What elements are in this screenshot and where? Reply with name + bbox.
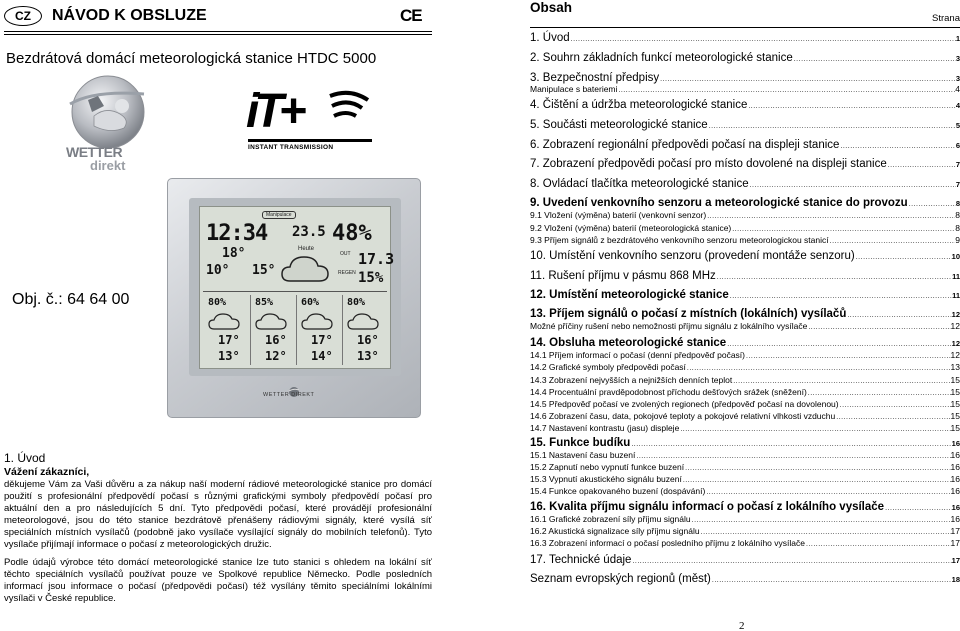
toc-entry-page: 4 <box>955 101 960 110</box>
radio-waves-icon <box>328 86 378 138</box>
toc-leader-dots <box>745 353 951 360</box>
toc-entry-title: 14.5 Předpověď počasí ve zvolených regionech (předpověď počasí na dovolenou) <box>530 399 839 409</box>
toc-entry-title: 7. Zobrazení předpovědi počasí pro místo dovolené na displeji stanice <box>530 158 887 170</box>
toc-entry-page: 3 <box>955 74 960 83</box>
lcd-temp-2: 10° <box>206 263 230 278</box>
toc-entry <box>530 32 960 44</box>
toc-entry-title: 11. Rušení příjmu v pásmu 868 MHz <box>530 270 716 282</box>
toc-entry <box>530 450 960 460</box>
toc-leader-dots <box>729 293 952 300</box>
toc-entry-title: 14.6 Zobrazení času, data, pokojové teploty a pokojové relativní vlhkosti vzduchu <box>530 411 836 421</box>
toc-entry-page: 12 <box>950 321 960 331</box>
lcd-day-high: 16° <box>357 333 379 347</box>
toc-entry-title: 9.3 Příjem signálů z bezdrátového venkovního senzoru meteorologickou stanicí <box>530 235 829 245</box>
lcd-temp-1: 18° <box>222 246 246 261</box>
toc-leader-dots <box>887 162 956 169</box>
toc-leader-dots <box>855 254 952 261</box>
lcd-day-high: 17° <box>311 333 333 347</box>
toc-entry <box>530 514 960 524</box>
toc-entry-page: 3 <box>955 54 960 63</box>
toc-entry-title: 14.2 Grafické symboly předpovědi počasí <box>530 362 686 372</box>
toc-entry <box>530 119 960 131</box>
toc-entry-title: 15.3 Vypnutí akustického signálu buzení <box>530 474 682 484</box>
table-of-contents <box>522 0 960 631</box>
toc-entry-page: 4 <box>955 84 960 94</box>
wetter-logo-line1: WETTER <box>66 144 123 160</box>
toc-entry <box>530 308 960 320</box>
toc-entry <box>530 350 960 360</box>
toc-leader-dots <box>846 312 951 319</box>
document-title: NÁVOD K OBSLUZE <box>52 7 207 24</box>
toc-leader-dots <box>631 558 951 565</box>
toc-entry-page: 11 <box>952 272 960 281</box>
toc-leader-dots <box>835 414 950 421</box>
toc-leader-dots <box>839 402 951 409</box>
toc-entry <box>530 474 960 484</box>
intro-heading: 1. Úvod <box>4 451 46 465</box>
toc-leader-dots <box>807 324 950 331</box>
toc-entry-title: 15.4 Funkce opakovaného buzení (dospávání) <box>530 486 706 496</box>
toc-entry-page: 1 <box>955 34 960 43</box>
toc-entry-title: 3. Bezpečnostní předpisy <box>530 72 660 84</box>
lcd-day-forecast <box>204 295 248 365</box>
toc-leader-dots <box>884 505 952 512</box>
toc-entry-title: 2. Souhrn základních funkcí meteorologické stanice <box>530 52 793 64</box>
wetter-logo-line2: direkt <box>90 158 126 173</box>
toc-entry-page: 16 <box>950 450 960 460</box>
lcd-day-low: 12° <box>265 349 287 363</box>
toc-leader-dots <box>691 517 951 524</box>
toc-leader-dots <box>635 453 950 460</box>
lcd-out-value: 17.3 <box>358 250 395 268</box>
toc-entry-title: 16.3 Zobrazení informací o počasí posledního příjmu z lokálního vysílače <box>530 538 805 548</box>
lcd-divider <box>203 291 387 292</box>
toc-entry-page: 8 <box>955 210 960 220</box>
toc-entry-page: 17 <box>950 526 960 536</box>
toc-entry-page: 15 <box>950 423 960 433</box>
lcd-day-low: 13° <box>218 349 240 363</box>
lcd-day-high: 17° <box>218 333 240 347</box>
it-plus-underline <box>248 139 372 142</box>
toc-entry-page: 11 <box>952 291 960 300</box>
toc-leader-dots <box>682 477 951 484</box>
toc-entry <box>530 235 960 245</box>
toc-entry-page: 17 <box>950 538 960 548</box>
toc-entry <box>530 399 960 409</box>
header-rule-bottom <box>4 34 432 35</box>
toc-entry <box>530 270 960 282</box>
toc-entry <box>530 158 960 170</box>
toc-leader-dots <box>700 529 951 536</box>
lcd-out-label: OUT <box>340 251 351 257</box>
it-plus-logo <box>246 86 378 158</box>
toc-leader-dots <box>749 182 956 189</box>
toc-entry-title: 15.2 Zapnutí nebo vypnutí funkce buzení <box>530 462 685 472</box>
lcd-day-rain: 60% <box>301 297 320 308</box>
toc-entry-title: 14.4 Procentuální pravděpodobnost příchodu dešťových srážek (sněžení) <box>530 387 807 397</box>
toc-entry <box>530 178 960 190</box>
language-badge: CZ <box>4 6 42 26</box>
toc-entry-page: 15 <box>950 387 960 397</box>
toc-entry-title: 15. Funkce budíku <box>530 437 631 449</box>
toc-entry-title: 6. Zobrazení regionální předpovědi počasí na displeji stanice <box>530 139 840 151</box>
toc-entry-title: 4. Čištění a údržba meteorologické stanice <box>530 99 748 111</box>
toc-entry-title: 16.2 Akustická signalizace síly příjmu signálu <box>530 526 700 536</box>
toc-entry-title: 15.1 Nastavení času buzení <box>530 450 636 460</box>
toc-entry-page: 15 <box>950 399 960 409</box>
toc-entry-page: 16 <box>950 486 960 496</box>
toc-leader-dots <box>686 365 951 372</box>
toc-entry-page: 7 <box>955 160 960 169</box>
lcd-day-forecast <box>296 295 340 365</box>
toc-entry-page: 7 <box>955 180 960 189</box>
lcd-day-forecast <box>250 295 294 365</box>
cloud-icon <box>208 313 242 331</box>
lcd-day-rain: 80% <box>347 297 366 308</box>
order-number: Obj. č.: 64 64 00 <box>12 291 130 308</box>
toc-entry-title: 16. Kvalita příjmu signálu informací o počasí z lokálního vysílače <box>530 501 885 513</box>
toc-entry-title: Seznam evropských regionů (měst) <box>530 573 711 585</box>
toc-entry-title: 14. Obsluha meteorologické stanice <box>530 337 727 349</box>
toc-entry <box>530 139 960 151</box>
toc-entry <box>530 411 960 421</box>
toc-entry-page: 6 <box>955 141 960 150</box>
toc-entry-title: 14.3 Zobrazení nejvyšších a nejnižších denních teplot <box>530 375 733 385</box>
toc-entry <box>530 437 960 449</box>
toc-leader-dots <box>711 577 952 584</box>
toc-rule <box>530 27 960 28</box>
toc-entry-title: 17. Technické údaje <box>530 554 632 566</box>
lcd-regen-value: 15% <box>358 270 384 286</box>
toc-entry <box>530 362 960 372</box>
toc-page-label: Strana <box>932 13 960 24</box>
toc-entry-title: 5. Součásti meteorologické stanice <box>530 119 708 131</box>
ce-mark: CE <box>400 6 422 25</box>
toc-entry-title: 10. Umístění venkovního senzoru (provedení montáže senzoru) <box>530 250 855 262</box>
toc-entry-page: 12 <box>951 310 960 319</box>
toc-leader-dots <box>731 226 955 233</box>
toc-entry <box>530 375 960 385</box>
intro-paragraph-2: Podle údajů výrobce této domácí meteorologické stanice lze tuto stanici s ohledem na lokální síť těchto speciálních vysílačů používat pouze ve Spolkové republice Německo. Podle posledních informací jsou informace o počasí (předpovědi počasí) též vysílány těmito speciálními lokálními vysílači v České republice. <box>4 557 432 604</box>
toc-entry <box>530 72 960 84</box>
toc-entry <box>530 197 960 209</box>
toc-heading: Obsah <box>530 0 573 15</box>
toc-entry <box>530 501 960 513</box>
toc-leader-dots <box>732 378 950 385</box>
toc-entry-page: 17 <box>951 556 960 565</box>
toc-entry <box>530 423 960 433</box>
toc-leader-dots <box>908 201 956 208</box>
product-subtitle: Bezdrátová domácí meteorologická stanice HTDC 5000 <box>6 50 377 67</box>
lcd-day-low: 13° <box>357 349 379 363</box>
toc-entry-title: Možné příčiny rušení nebo nemožnosti příjmu signálu z lokálního vysílače <box>530 321 808 331</box>
toc-entry <box>530 526 960 536</box>
toc-entry <box>530 223 960 233</box>
lcd-heute-label: Heute <box>298 246 315 252</box>
toc-entry-title: 16.1 Grafické zobrazení síly příjmu signálu <box>530 514 691 524</box>
toc-leader-dots <box>708 123 956 130</box>
toc-entry <box>530 52 960 64</box>
lcd-temp-3: 15° <box>252 263 276 278</box>
lcd-day-low: 14° <box>311 349 333 363</box>
toc-entry-page: 9 <box>955 235 960 245</box>
toc-leader-dots <box>679 426 950 433</box>
toc-entry <box>530 387 960 397</box>
station-brand-label: WETTER DIREKT <box>263 392 315 398</box>
toc-entry <box>530 462 960 472</box>
toc-entry-title: 13. Příjem signálů o počasí z místních (lokálních) vysílačů <box>530 308 847 320</box>
toc-leader-dots <box>726 341 951 348</box>
toc-entry-title: 9. Uvedení venkovního senzoru a meteorologické stanice do provozu <box>530 197 908 209</box>
lcd-day-forecast <box>342 295 386 365</box>
wetter-direkt-logo <box>64 72 148 176</box>
toc-entry-page: 16 <box>950 462 960 472</box>
toc-entry <box>530 250 960 262</box>
left-column <box>0 0 440 631</box>
header-rule-top <box>4 31 432 32</box>
toc-entry-page: 13 <box>950 362 960 372</box>
toc-entry-page: 12 <box>951 339 960 348</box>
cloud-icon <box>280 253 332 287</box>
toc-entry <box>530 321 960 331</box>
toc-leader-dots <box>570 36 956 43</box>
toc-leader-dots <box>747 103 955 110</box>
toc-entry-page: 16 <box>951 439 960 448</box>
toc-leader-dots <box>659 76 956 83</box>
toc-entry-page: 10 <box>951 252 960 261</box>
lcd-humidity: 48% <box>332 221 372 246</box>
toc-entry-title: 1. Úvod <box>530 32 570 44</box>
toc-entry-page: 18 <box>951 575 960 584</box>
toc-entry-page: 16 <box>950 514 960 524</box>
toc-entry-title: 8. Ovládací tlačítka meteorologické stanice <box>530 178 749 190</box>
salutation: Vážení zákazníci, <box>4 466 90 478</box>
toc-leader-dots <box>705 489 950 496</box>
toc-leader-dots <box>839 143 955 150</box>
toc-entry-title: 9.1 Vložení (výměna) baterií (venkovní senzor) <box>530 210 707 220</box>
toc-entry <box>530 538 960 548</box>
toc-entry <box>530 337 960 349</box>
toc-entry-page: 16 <box>950 474 960 484</box>
toc-leader-dots <box>793 56 956 63</box>
toc-entry-title: 14.1 Příjem informací o počasí (denní předpověď počasí) <box>530 350 746 360</box>
toc-entry-page: 16 <box>951 503 960 512</box>
lcd-badge: Manipulace <box>262 211 296 219</box>
toc-entry-title: 12. Umístění meteorologické stanice <box>530 289 729 301</box>
toc-entry <box>530 289 960 301</box>
toc-entry <box>530 99 960 111</box>
toc-leader-dots <box>617 87 955 94</box>
lcd-day-rain: 85% <box>255 297 274 308</box>
page-number: 2 <box>739 620 745 631</box>
toc-leader-dots <box>706 213 955 220</box>
toc-leader-dots <box>805 541 951 548</box>
weather-station-photo <box>167 178 421 418</box>
toc-entry <box>530 84 960 94</box>
lcd-mid-value: 23.5 <box>292 224 326 240</box>
cloud-icon <box>301 313 335 331</box>
toc-entry-page: 5 <box>955 121 960 130</box>
toc-entry-page: 15 <box>950 375 960 385</box>
lcd-regen-label: REGEN <box>338 270 356 276</box>
cloud-icon <box>347 313 381 331</box>
cloud-icon <box>255 313 289 331</box>
toc-entry-page: 8 <box>955 199 960 208</box>
lcd-day-rain: 80% <box>208 297 227 308</box>
toc-entry <box>530 573 960 585</box>
toc-entry-title: Manipulace s bateriemi <box>530 84 618 94</box>
toc-entry-page: 12 <box>950 350 960 360</box>
toc-entry-page: 8 <box>955 223 960 233</box>
it-plus-mark: iT+ <box>246 85 302 138</box>
toc-leader-dots <box>807 390 951 397</box>
toc-entry <box>530 554 960 566</box>
toc-entry-page: 15 <box>950 411 960 421</box>
toc-entry <box>530 486 960 496</box>
toc-leader-dots <box>684 465 950 472</box>
lcd-time: 12:34 <box>206 221 268 246</box>
lcd-day-high: 16° <box>265 333 287 347</box>
toc-entry <box>530 210 960 220</box>
toc-entry-title: 9.2 Vložení (výměna) baterií (meteorologická stanice) <box>530 223 732 233</box>
intro-paragraph-1: děkujeme Vám za Vaši důvěru a za nákup naší moderní rádiové meteorologické stanice pro domácí použití s profesionální předpovědí počasí s různými grafickými symboly předpovědí počasí pro aktuální den a pro následujících 5 dní. Tyto předpovědi počasí, které provádějí profesionální meteorologové, jsou do této stanice bezdrátově přenášeny rádiovými signály, které vysílá síť speciálních místních vysílačů (podobně jako vysílače vysílající signály do mobilních telefonů). Tyto vysílače přijímají informace o počasí z meteorologických družic. <box>4 479 432 550</box>
it-plus-caption: INSTANT TRANSMISSION <box>248 144 334 151</box>
toc-leader-dots <box>630 441 951 448</box>
station-lcd <box>199 206 395 369</box>
toc-leader-dots <box>716 274 952 281</box>
toc-entry-title: 14.7 Nastavení kontrastu (jasu) displeje <box>530 423 680 433</box>
toc-leader-dots <box>829 238 956 245</box>
